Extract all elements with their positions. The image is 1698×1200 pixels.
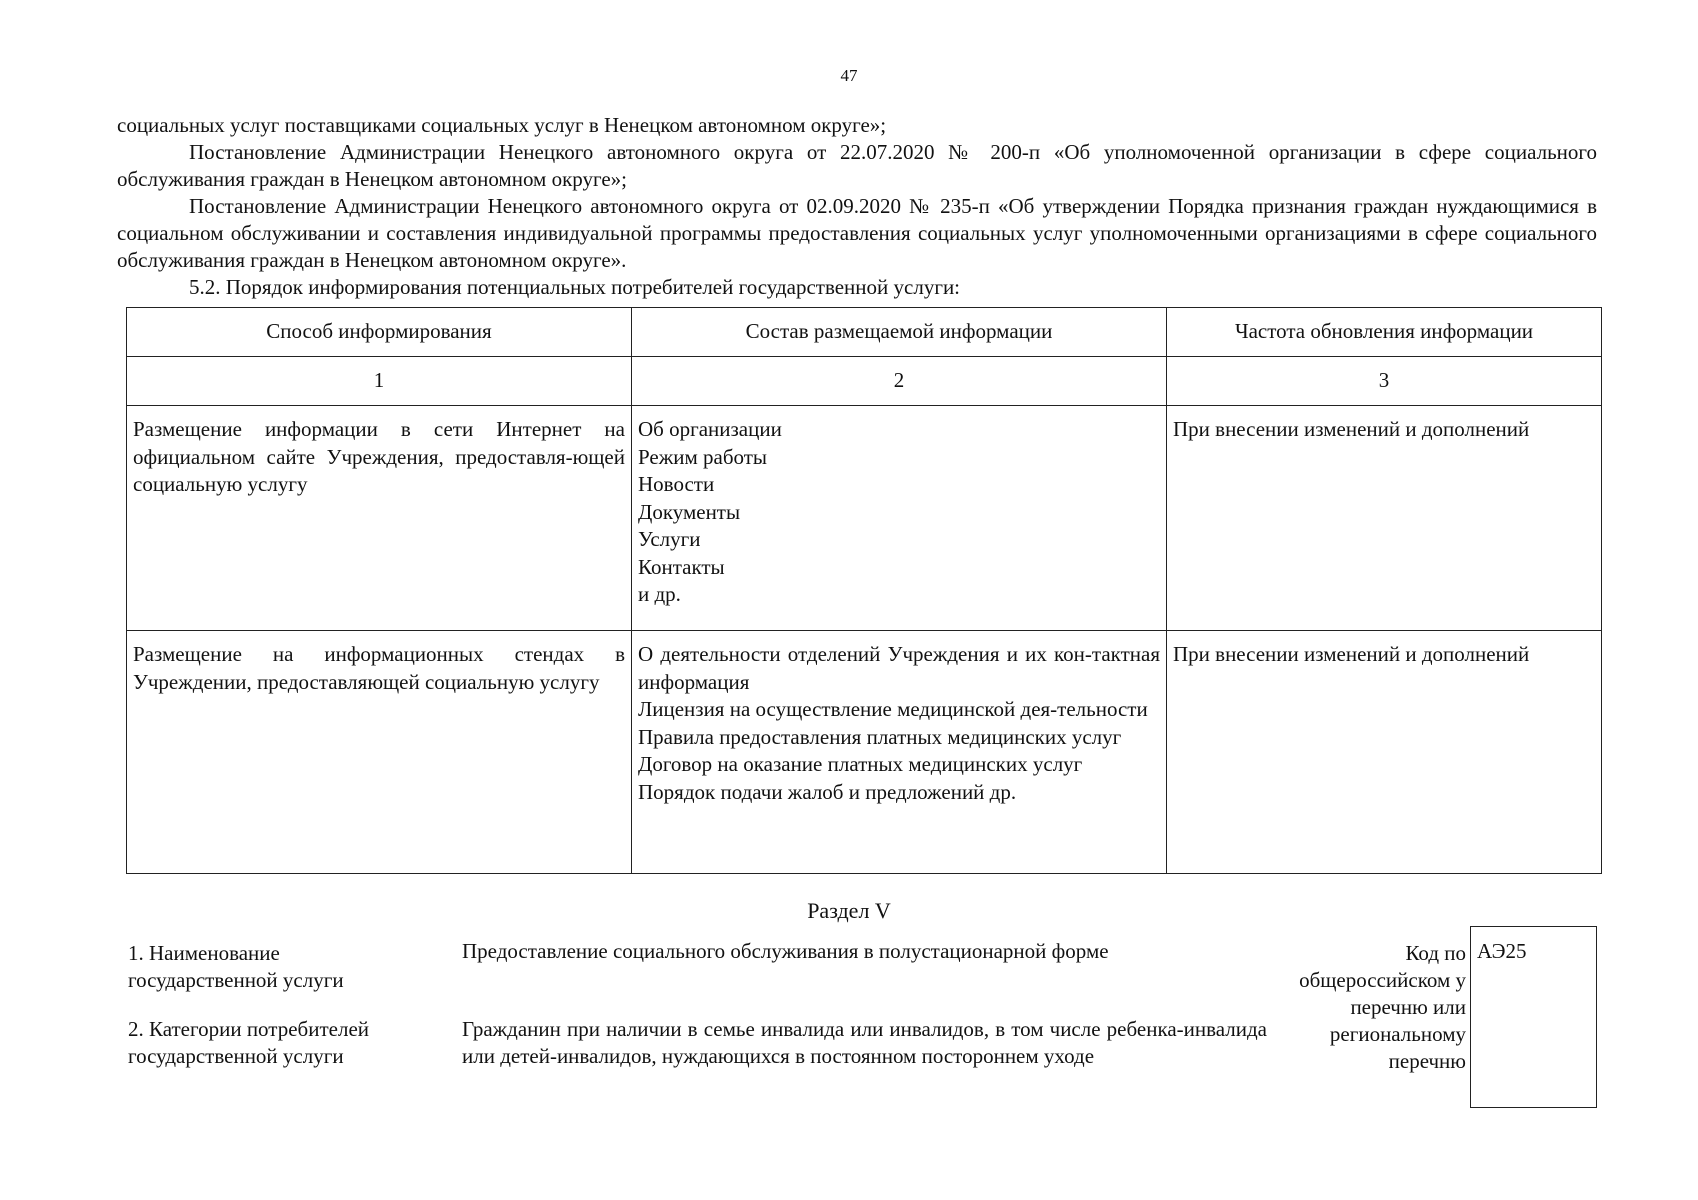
content-line: Порядок подачи жалоб и предложений др. xyxy=(638,779,1017,804)
content-line: Новости xyxy=(638,472,715,496)
consumer-category-value: Гражданин при наличии в семье инвалида или инвалидов, в том числе ребенка-инвалида или детей-инвалидов, нуждающихся в постоянном постороннем уходе xyxy=(462,1017,1267,1068)
content-cell xyxy=(632,631,1167,874)
content-cell xyxy=(632,406,1167,631)
frequency-cell: При внесении изменений и дополнений xyxy=(1167,406,1602,631)
content-line: Правила предоставления платных медицинских услуг xyxy=(638,724,1122,749)
intro-paragraph-3: Постановление Администрации Ненецкого автономного округа от 02.09.2020 № 235-п «Об утверждении Порядка признания граждан нуждающимися в социальном обслуживании и составления индивидуальной программы предоставления социальных услуг уполномоченными организациями в сфере социального обслуживания граждан в Ненецком автономном округе». xyxy=(117,194,1597,272)
content-line: Об организации xyxy=(638,417,782,441)
content-line: Услуги xyxy=(638,527,701,551)
table-row xyxy=(127,406,1602,631)
table-row xyxy=(127,631,1602,874)
content-line: Контакты xyxy=(638,554,725,579)
intro-text xyxy=(117,112,1597,301)
section-title: Раздел V xyxy=(807,898,891,923)
method-cell: Размещение на информационных стендах в Учреждении, предоставляющей социальную услугу xyxy=(127,631,632,874)
header-frequency: Частота обновления информации xyxy=(1167,308,1602,357)
content-line: Режим работы xyxy=(638,444,768,469)
content-line: О деятельности отделений Учреждения и их кон-тактная информация xyxy=(638,642,1160,694)
intro-line-1: социальных услуг поставщиками социальных услуг в Ненецком автономном округе»; xyxy=(117,113,887,137)
code-label: Код по общероссийском у перечню или региональному перечню xyxy=(1299,941,1466,1073)
service-name-label: 1. Наименование государственной услуги xyxy=(128,941,344,992)
column-number: 1 xyxy=(127,357,632,406)
informing-table xyxy=(126,307,1602,874)
page-number: 47 xyxy=(840,66,858,85)
consumer-category-label: 2. Категории потребителей государственной услуги xyxy=(128,1017,369,1068)
code-box: АЭ25 xyxy=(1470,926,1597,1108)
table-header-row xyxy=(127,308,1602,357)
frequency-cell: При внесении изменений и дополнений xyxy=(1167,631,1602,874)
content-line: Договор на оказание платных медицинских услуг xyxy=(638,752,1083,776)
column-number: 2 xyxy=(632,357,1167,406)
header-content: Состав размещаемой информации xyxy=(632,308,1167,357)
intro-paragraph-4: 5.2. Порядок информирования потенциальных потребителей государственной услуги: xyxy=(189,275,961,299)
content-line: Лицензия на осуществление медицинской дея-тельности xyxy=(638,697,1148,721)
intro-paragraph-2: Постановление Администрации Ненецкого автономного округа от 22.07.2020 № 200-п «Об уполномоченной организации в сфере социального обслуживания граждан в Ненецком автономном округе»; xyxy=(117,140,1597,191)
column-number: 3 xyxy=(1167,357,1602,406)
content-line: Документы xyxy=(638,499,741,524)
header-method: Способ информирования xyxy=(127,308,632,357)
table-number-row xyxy=(127,357,1602,406)
content-line: и др. xyxy=(638,582,681,606)
method-cell: Размещение информации в сети Интернет на официальном сайте Учреждения, предоставля-ющей социальную услугу xyxy=(127,406,632,631)
service-name-value: Предоставление социального обслуживания в полустационарной форме xyxy=(462,939,1109,963)
